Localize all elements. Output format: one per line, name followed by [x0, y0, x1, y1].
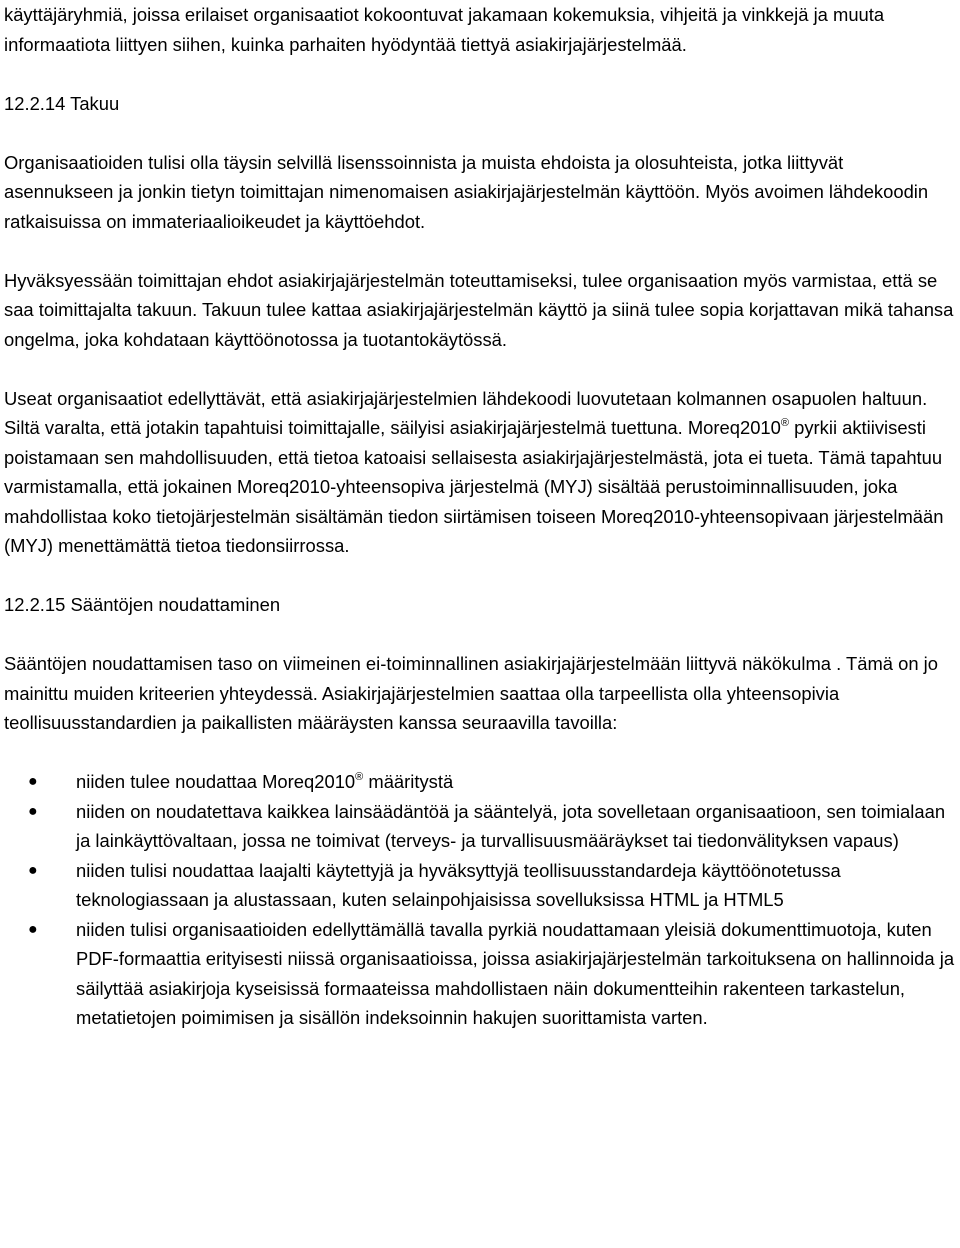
list-item	[4, 797, 956, 856]
intro-paragraph: käyttäjäryhmiä, joissa erilaiset organisaatiot kokoontuvat jakamaan kokemuksia, vihjeitä ja vinkkejä ja muuta informaatiota liittyen siihen, kuinka parhaiten hyödyntää tiettyä asiakirjajärjestelmää.	[4, 4, 885, 55]
list-item	[4, 856, 956, 915]
paragraph-warranty: Hyväksyessään toimittajan ehdot asiakirjajärjestelmän toteuttamiseksi, tulee organisaation myös varmistaa, että se saa toimittajalta takuun. Takuun tulee kattaa asiakirjajärjestelmän käyttö ja siinä tulee sopia korjattavan mikä tahansa ongelma, joka kohdataan käyttöönotossa ja tuotantokäytössä.	[4, 269, 954, 350]
escrow-text-part2: pyrkii aktiivisesti poistamaan sen mahdollisuuden, että tietoa katoaisi sellaisesta asiakirjajärjestelmästä, jota ei tueta. Tämä tapahtuu varmistamalla, että jokainen Moreq2010-yhteensopiva järjestelmä (MYJ) sisältää perustoiminnallisuuden, joka mahdollistaa koko tietojärjestelmän sisältämän tiedon siirtämisen toiseen Moreq2010-yhteensopivaan järjestelmään (MYJ) menettämättä tietoa tiedonsiirrossa.	[4, 417, 944, 556]
bullet-icon: ●	[28, 802, 38, 820]
compliance-list	[4, 767, 956, 1033]
bullet-icon: ●	[28, 861, 38, 879]
list-item-text-part2: määritystä	[363, 771, 454, 792]
section-heading-takuu: 12.2.14 Takuu	[4, 92, 120, 114]
list-item-text: niiden tulisi organisaatioiden edellyttämällä tavalla pyrkiä noudattamaan yleisiä dokumenttimuotoja, kuten PDF-formaattia erityisesti niissä organisaatioissa, joissa asiakirjajärjestelmän tarkoituksena on hallinnoida ja säilyttää asiakirjoja kyseisissä formaateissa mahdollistaen näin dokumentteihin rakenteen tarkastelun, metatietojen poimimisen ja sisällön indeksoinnin hakujen suorittamista varten.	[76, 918, 955, 1028]
registered-mark: ®	[355, 771, 364, 783]
list-item	[4, 915, 956, 1033]
section-heading-compliance: 12.2.15 Sääntöjen noudattaminen	[4, 594, 281, 615]
bullet-icon: ●	[28, 920, 38, 938]
list-item	[4, 767, 956, 797]
paragraph-source-escrow	[4, 384, 956, 561]
list-item-text: niiden tulisi noudattaa laajalti käytettyjä ja hyväksyttyjä teollisuusstandardeja käyttöönotetussa teknologiassaan ja alustassaan, kuten selainpohjaisissa sovelluksissa HTML ja HTML5	[76, 859, 841, 910]
list-item-text-part1: niiden tulee noudattaa Moreq2010	[76, 771, 356, 792]
escrow-text-part1: Useat organisaatiot edellyttävät, että asiakirjajärjestelmien lähdekoodi luovutetaan kolmannen osapuolen haltuun. Siltä varalta, että jotakin tapahtuisi toimittajalle, säilyisi asiakirjajärjestelmä tuettuna. Moreq2010	[4, 387, 928, 438]
paragraph-compliance-intro: Sääntöjen noudattamisen taso on viimeinen ei-toiminnallinen asiakirjajärjestelmään liittyvä näkökulma . Tämä on jo mainittu muiden kriteerien yhteydessä. Asiakirjajärjestelmien saattaa olla tarpeellista olla yhteensopivia teollisuusstandardien ja paikallisten määräysten kanssa seuraavilla tavoilla:	[4, 653, 938, 733]
paragraph-licensing: Organisaatioiden tulisi olla täysin selvillä lisenssoinnista ja muista ehdoista ja olosuhteista, jotka liittyvät asennukseen ja jonkin tietyn toimittajan nimenomaisen asiakirjajärjestelmän käyttöön. Myös avoimen lähdekoodin ratkaisuissa on immateriaalioikeudet ja käyttöehdot.	[4, 151, 929, 232]
registered-mark: ®	[780, 417, 789, 429]
list-item-text: niiden on noudatettava kaikkea lainsäädäntöä ja sääntelyä, jota sovelletaan organisaatioon, sen toimialaan ja lainkäyttövaltaan, jossa ne toimivat (terveys- ja turvallisuusmääräykset tai tiedonvälityksen vapaus)	[76, 800, 946, 851]
bullet-icon: ●	[28, 773, 38, 790]
